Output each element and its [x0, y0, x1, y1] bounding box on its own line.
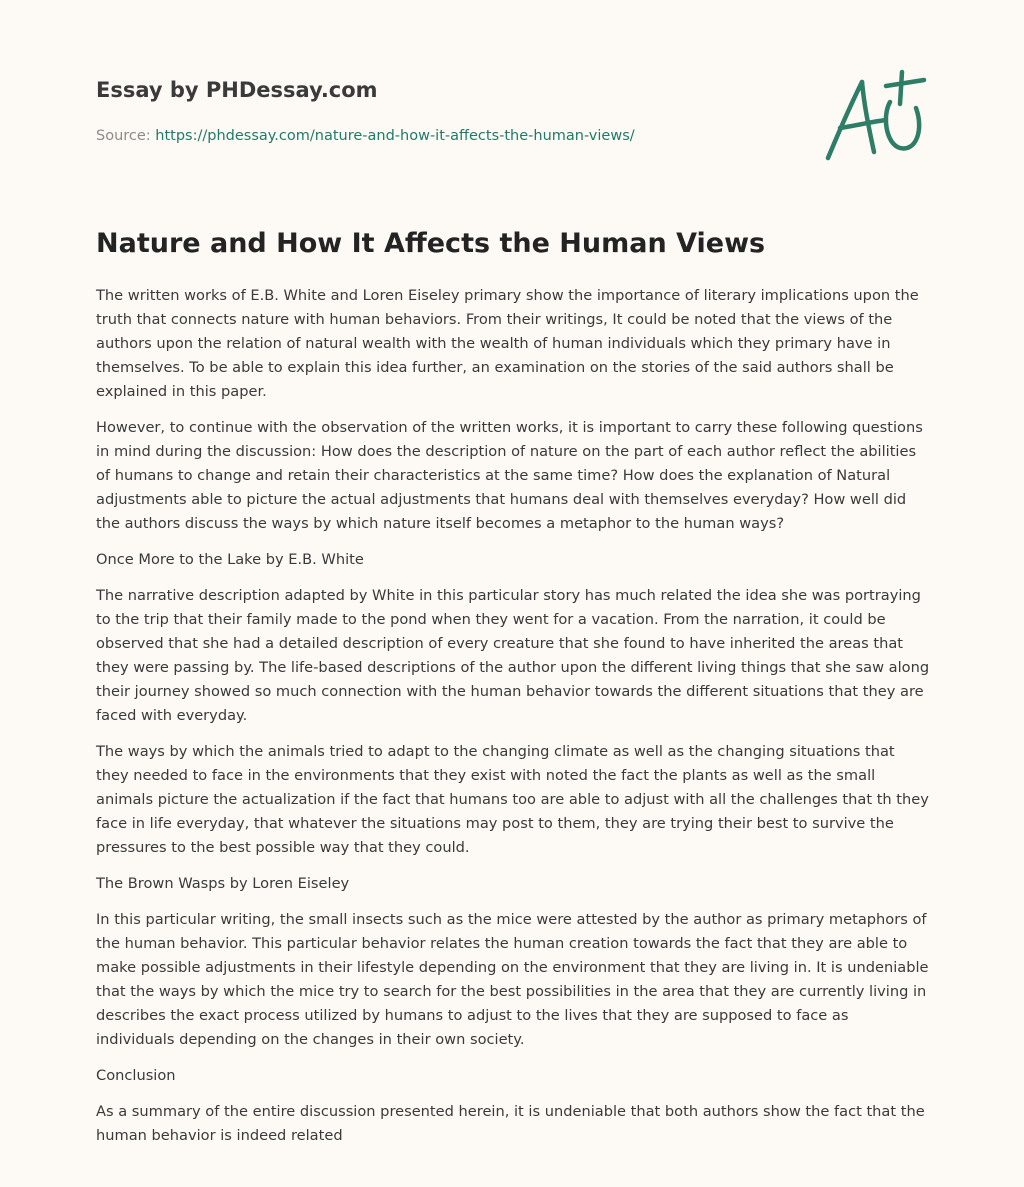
paragraph: The narrative description adapted by White in this particular story has much related the idea she was portraying to the trip that their family made to the pond when they went for a vacation. From the narration, it could be observed that she had a detailed description of every creature that she found to have inherited the areas that they were passing by. The life-based descriptions of the author upon the different living things that she saw along their journey showed so much connection with the human behavior towards the different situations that they are faced with everyday.	[96, 587, 930, 724]
section-heading: Conclusion	[96, 1067, 176, 1084]
section-heading: The Brown Wasps by Loren Eiseley	[96, 875, 350, 892]
a-plus-logo-icon	[820, 64, 932, 166]
paragraph: The ways by which the animals tried to adapt to the changing climate as well as the changing situations that they needed to face in the environments that they exist with noted the fact the plants as well as the small animals picture the actualization if the fact that humans too are able to adjust with all the challenges that th they face in life everyday, that whatever the situations may post to them, they are trying their best to survive the pressures to the best possible way that they could.	[96, 743, 929, 856]
paragraph: However, to continue with the observation of the written works, it is important to carry these following questions in mind during the discussion: How does the description of nature on the part of each author reflect the abilities of humans to change and retain their characteristics at the same time? How does the explanation of Natural adjustments able to picture the actual adjustments that humans deal with themselves everyday? How well did the authors discuss the ways by which nature itself becomes a metaphor to the human ways?	[96, 419, 923, 532]
source-line	[96, 126, 796, 146]
section-heading: Once More to the Lake by E.B. White	[96, 551, 364, 568]
page-header	[96, 76, 796, 146]
essay-body	[96, 284, 930, 1160]
source-link[interactable]: https://phdessay.com/nature-and-how-it-affects-the-human-views/	[155, 128, 635, 144]
paragraph: The written works of E.B. White and Loren Eiseley primary show the importance of literary implications upon the truth that connects nature with human behaviors. From their writings, It could be noted that the views of the authors upon the relation of natural wealth with the wealth of human individuals which they primary have in themselves. To be able to explain this idea further, an examination on the stories of the said authors shall be explained in this paper.	[96, 287, 919, 400]
paragraph: In this particular writing, the small insects such as the mice were attested by the author as primary metaphors of the human behavior. This particular behavior relates the human creation towards the fact that they are able to make possible adjustments in their lifestyle depending on the environment that they are living in. It is undeniable that the ways by which the mice try to search for the best possibilities in the area that they are currently living in describes the exact process utilized by humans to adjust to the lives that they are supposed to face as individuals depending on the changes in their own society.	[96, 911, 929, 1048]
paragraph: As a summary of the entire discussion presented herein, it is undeniable that both authors show the fact that the human behavior is indeed related	[96, 1103, 925, 1144]
source-label: Source:	[96, 128, 156, 144]
essay-title: Nature and How It Affects the Human Views	[96, 228, 766, 259]
site-title: Essay by PHDessay.com	[96, 78, 378, 102]
